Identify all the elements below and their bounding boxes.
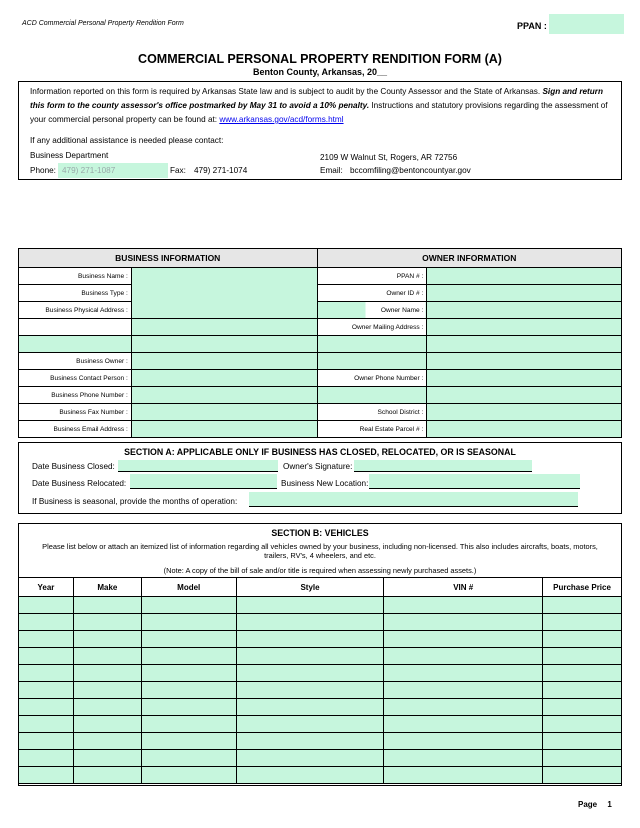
vehicle-cell[interactable] (236, 614, 384, 631)
vehicle-row (19, 614, 622, 631)
vehicle-cell[interactable] (19, 716, 74, 733)
vehicle-row (19, 631, 622, 648)
vehicle-cell[interactable] (543, 631, 622, 648)
vehicle-cell[interactable] (19, 614, 74, 631)
signature-label: Owner's Signature: (283, 462, 353, 471)
business-email-field[interactable] (131, 421, 317, 438)
vehicle-cell[interactable] (384, 631, 543, 648)
section-a-title: SECTION A: APPLICABLE ONLY IF BUSINESS HAS CLOSED, RELOCATED, OR IS SEASONAL (124, 447, 516, 457)
vehicle-cell[interactable] (384, 597, 543, 614)
vehicle-cell[interactable] (384, 614, 543, 631)
business-type-label: Business Type : (19, 285, 132, 302)
business-contact-label: Business Contact Person : (19, 370, 132, 387)
page-subtitle: Benton County, Arkansas, 20__ (252, 67, 388, 77)
office-address: 2109 W Walnut St, Rogers, AR 72756 (320, 153, 458, 162)
new-location-label: Business New Location: (281, 479, 369, 488)
vehicles-header-row (19, 578, 622, 597)
business-owner-table (18, 248, 622, 438)
date-relocated-field[interactable] (130, 474, 277, 489)
school-district-field[interactable] (427, 404, 622, 421)
vehicle-cell[interactable] (236, 733, 384, 750)
page-footer (578, 800, 612, 809)
business-contact-field[interactable] (131, 370, 317, 387)
vehicle-row (19, 682, 622, 699)
vehicle-cell[interactable] (19, 733, 74, 750)
owner-extra-field[interactable] (427, 387, 622, 404)
owner-name-label: Owner Name : (317, 302, 427, 319)
section-b-instructions: Please list below or attach an itemized list of information regarding all vehicles owned by your business, including non-licensed. This also includes aircrafts, boats, motors, trailers, RV's, 4 wheelers, and etc. (42, 542, 598, 560)
vehicles-table (18, 577, 622, 784)
info-line1: Information reported on this form is required by Arkansas State law and is subject to audit by the County Assessor and the State of Arkansas. (30, 87, 541, 96)
vehicle-cell[interactable] (236, 631, 384, 648)
vehicle-cell[interactable] (141, 597, 236, 614)
forms-link[interactable]: www.arkansas.gov/acd/forms.html (219, 115, 344, 124)
vehicle-cell[interactable] (73, 665, 141, 682)
vehicle-cell[interactable] (19, 665, 74, 682)
vehicle-cell[interactable] (384, 665, 543, 682)
form-name: ACD Commercial Personal Property Rendition Form (22, 20, 184, 27)
col-model: Model (141, 578, 236, 597)
business-address-field-2a[interactable] (19, 336, 132, 353)
vehicle-cell[interactable] (141, 648, 236, 665)
info-line2: Instructions and statutory provisions regarding the assessment of your commercial personal property can be found at: (30, 101, 608, 124)
new-location-field[interactable] (369, 474, 580, 489)
vehicle-cell[interactable] (141, 665, 236, 682)
vehicle-cell[interactable] (141, 631, 236, 648)
owner-info-heading: OWNER INFORMATION (317, 249, 622, 268)
vehicle-row (19, 699, 622, 716)
ppan-number-field[interactable] (427, 268, 622, 285)
owner-mailing-address-field-3a[interactable] (317, 353, 427, 370)
vehicle-cell[interactable] (19, 750, 74, 767)
owner-mailing-address-field-1[interactable] (427, 319, 622, 336)
vehicle-cell[interactable] (236, 699, 384, 716)
fax-label: Fax: (170, 166, 186, 175)
vehicle-cell[interactable] (19, 767, 74, 784)
vehicle-cell[interactable] (543, 597, 622, 614)
vehicle-cell[interactable] (73, 767, 141, 784)
col-purchase-price: Purchase Price (543, 578, 622, 597)
business-phone-field[interactable] (131, 387, 317, 404)
vehicle-cell[interactable] (19, 631, 74, 648)
school-district-label: School District : (317, 404, 427, 421)
vehicle-cell[interactable] (236, 665, 384, 682)
vehicle-cell[interactable] (543, 665, 622, 682)
date-relocated-label: Date Business Relocated: (32, 479, 127, 488)
parcel-label: Real Estate Parcel # : (317, 421, 427, 438)
vehicle-cell[interactable] (19, 682, 74, 699)
vehicle-row (19, 750, 622, 767)
vehicle-cell[interactable] (543, 682, 622, 699)
vehicle-cell[interactable] (73, 648, 141, 665)
business-phone-label: Business Phone Number : (19, 387, 132, 404)
business-info-heading: BUSINESS INFORMATION (19, 249, 318, 268)
vehicle-cell[interactable] (73, 682, 141, 699)
vehicle-row (19, 733, 622, 750)
owner-id-field[interactable] (427, 285, 622, 302)
date-closed-label: Date Business Closed: (32, 462, 115, 471)
owner-mailing-address-field-2[interactable] (427, 336, 622, 353)
vehicle-cell[interactable] (384, 716, 543, 733)
vehicle-cell[interactable] (236, 750, 384, 767)
business-owner-label: Business Owner : (19, 353, 132, 370)
owner-phone-field[interactable] (427, 370, 622, 387)
address-spacer (19, 319, 132, 336)
owner-mailing-address-field-3[interactable] (427, 353, 622, 370)
vehicle-cell[interactable] (543, 750, 622, 767)
vehicle-cell[interactable] (543, 699, 622, 716)
vehicle-cell[interactable] (141, 699, 236, 716)
info-paragraph (30, 85, 610, 127)
email-label: Email: (320, 166, 343, 175)
col-make: Make (73, 578, 141, 597)
owner-name-field[interactable] (427, 302, 622, 319)
vehicle-row (19, 716, 622, 733)
ppan-label: PPAN : (517, 21, 547, 31)
vehicle-cell[interactable] (19, 699, 74, 716)
business-email-label: Business Email Address : (19, 421, 132, 438)
vehicle-cell[interactable] (141, 750, 236, 767)
seasonal-field[interactable] (249, 492, 578, 507)
vehicle-cell[interactable] (236, 648, 384, 665)
vehicle-cell[interactable] (73, 614, 141, 631)
section-b-title: SECTION B: VEHICLES (271, 528, 369, 538)
vehicle-cell[interactable] (384, 750, 543, 767)
section-b-note: (Note: A copy of the bill of sale and/or title is required when assessing newly purchased assets.) (163, 566, 477, 575)
ppan-number-label: PPAN # : (317, 268, 427, 285)
vehicle-row (19, 648, 622, 665)
seasonal-label: If Business is seasonal, provide the months of operation: (32, 497, 238, 506)
vehicle-cell[interactable] (141, 716, 236, 733)
vehicle-cell[interactable] (73, 597, 141, 614)
vehicle-row (19, 767, 622, 784)
vehicle-row (19, 665, 622, 682)
col-style: Style (236, 578, 384, 597)
vehicle-cell[interactable] (73, 750, 141, 767)
business-fax-field[interactable] (131, 404, 317, 421)
vehicle-cell[interactable] (236, 597, 384, 614)
business-name-label: Business Name : (19, 268, 132, 285)
vehicle-cell[interactable] (73, 631, 141, 648)
vehicle-cell[interactable] (73, 716, 141, 733)
business-name-field[interactable] (131, 268, 317, 319)
vehicle-cell[interactable] (543, 716, 622, 733)
vehicle-cell[interactable] (384, 767, 543, 784)
vehicle-cell[interactable] (141, 733, 236, 750)
vehicle-cell[interactable] (543, 733, 622, 750)
vehicle-cell[interactable] (384, 648, 543, 665)
business-owner-field[interactable] (131, 353, 317, 370)
ppan-field[interactable] (549, 14, 624, 34)
vehicle-cell[interactable] (141, 614, 236, 631)
vehicle-cell[interactable] (543, 648, 622, 665)
phone-value: 479) 271-1087 (58, 163, 168, 178)
vehicle-cell[interactable] (19, 597, 74, 614)
vehicle-cell[interactable] (384, 682, 543, 699)
vehicle-cell[interactable] (73, 699, 141, 716)
dept-name: Business Department (30, 151, 109, 160)
vehicle-cell[interactable] (384, 699, 543, 716)
vehicle-cell[interactable] (236, 767, 384, 784)
page-number: 1 (607, 800, 612, 809)
owner-id-label: Owner ID # : (317, 285, 427, 302)
owner-extra-field-a[interactable] (317, 387, 427, 404)
date-closed-field[interactable] (118, 460, 278, 472)
owner-mailing-address-label: Owner Mailing Address : (317, 319, 427, 336)
vehicle-cell[interactable] (236, 682, 384, 699)
vehicle-cell[interactable] (141, 767, 236, 784)
owner-phone-label: Owner Phone Number : (317, 370, 427, 387)
vehicle-cell[interactable] (19, 648, 74, 665)
assist-text: If any additional assistance is needed please contact: (30, 136, 224, 145)
signature-field[interactable] (354, 460, 532, 472)
vehicles-body (19, 597, 622, 784)
vehicle-row (19, 597, 622, 614)
vehicle-cell[interactable] (543, 614, 622, 631)
vehicle-cell[interactable] (236, 716, 384, 733)
page-title: COMMERCIAL PERSONAL PROPERTY RENDITION FORM (A) (138, 52, 502, 66)
owner-mailing-address-field-2a[interactable] (317, 336, 427, 353)
vehicle-cell[interactable] (543, 767, 622, 784)
col-year: Year (19, 578, 74, 597)
col-vin: VIN # (384, 578, 543, 597)
business-address-field-2[interactable] (131, 336, 317, 353)
vehicle-cell[interactable] (384, 733, 543, 750)
fax-value: 479) 271-1074 (194, 166, 248, 175)
vehicle-cell[interactable] (141, 682, 236, 699)
business-fax-label: Business Fax Number : (19, 404, 132, 421)
parcel-field[interactable] (427, 421, 622, 438)
page-label: Page (578, 800, 598, 809)
phone-label: Phone: (30, 166, 56, 175)
info-penalty-notice: Sign and return this form to the county assessor's office postmarked by May 31 to avoid a 10% penalty. (30, 87, 603, 110)
email-value: bccomfiling@bentoncountyar.gov (350, 166, 471, 175)
vehicle-cell[interactable] (73, 733, 141, 750)
business-address-field-1[interactable] (131, 319, 317, 336)
business-physical-address-label: Business Physical Address : (19, 302, 132, 319)
